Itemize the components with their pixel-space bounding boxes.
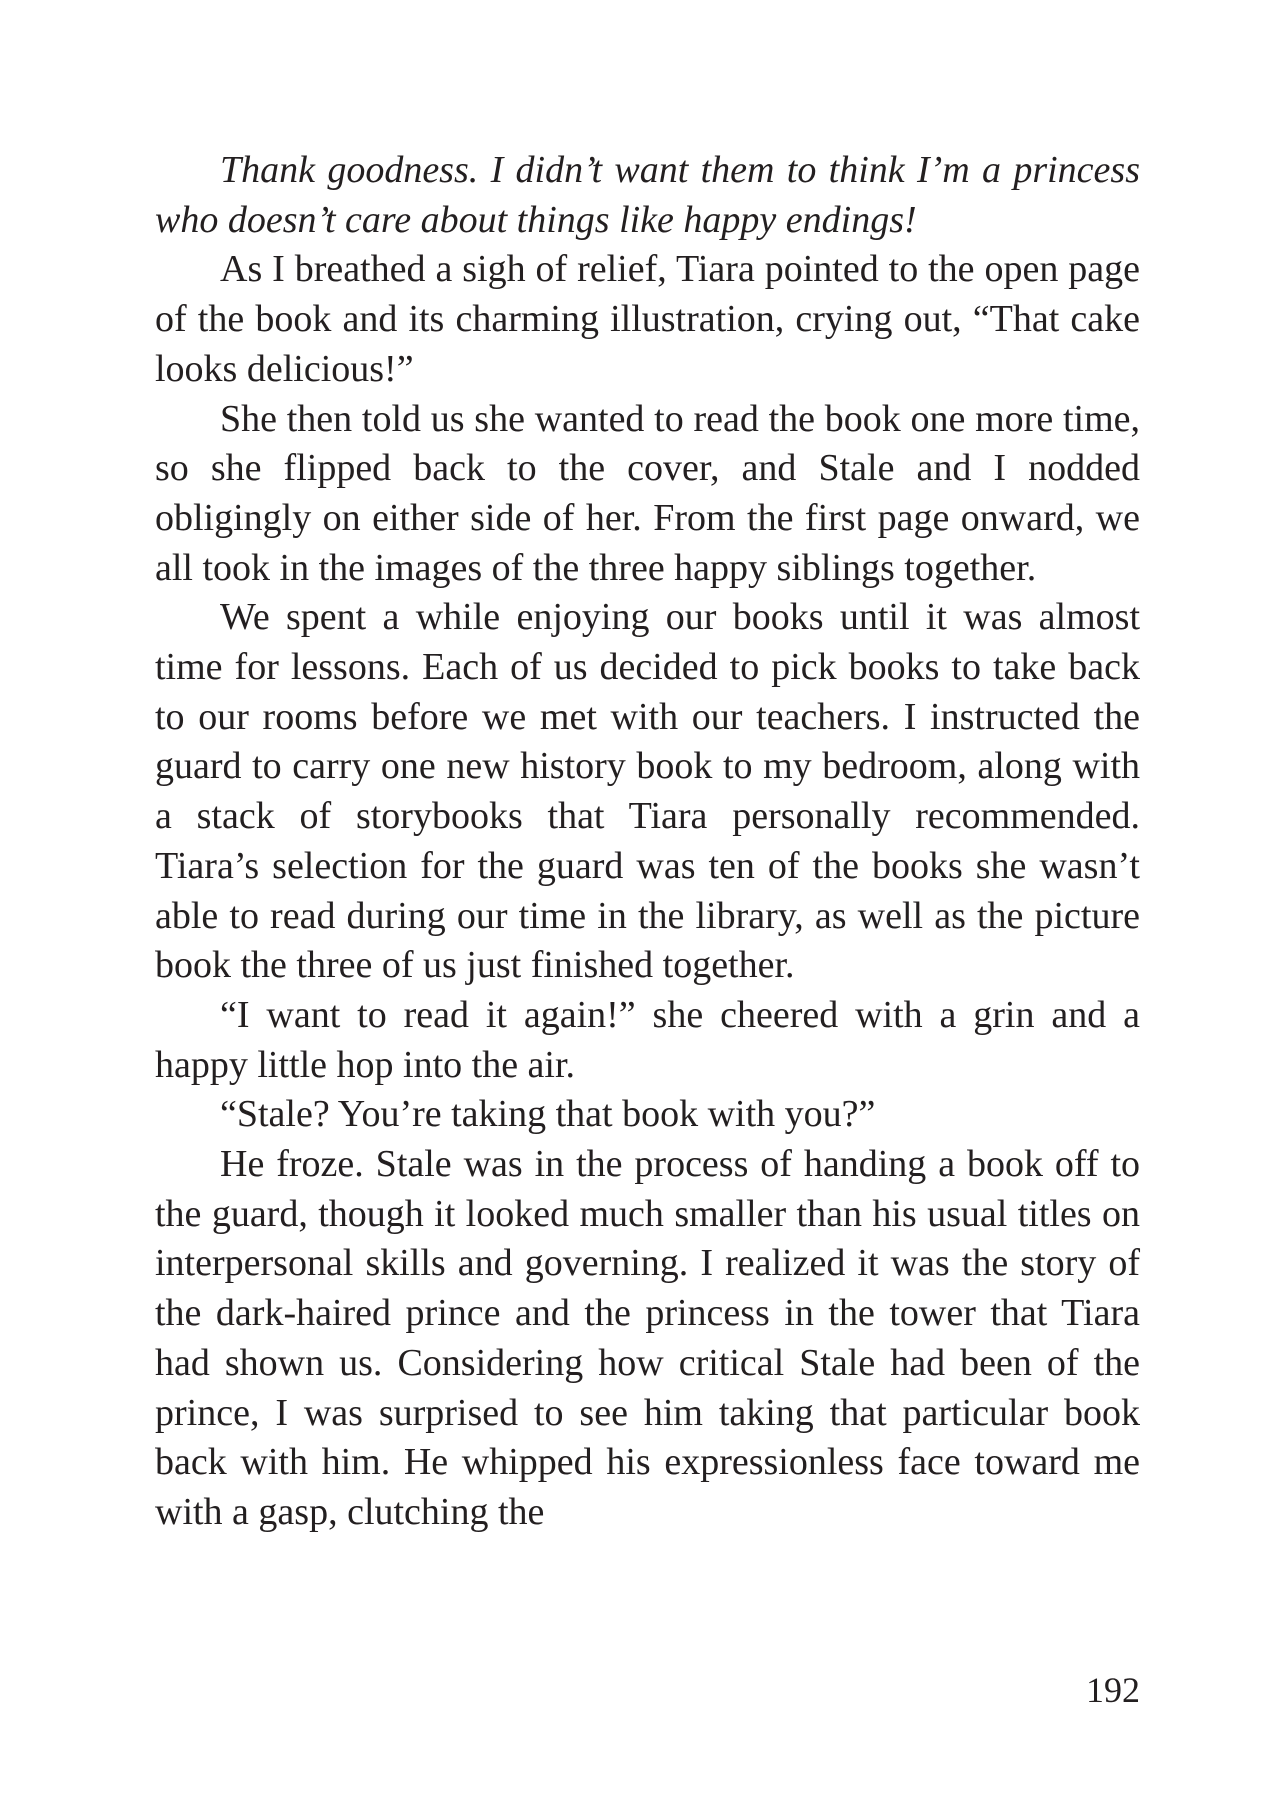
- paragraph-1: Thank goodness. I didn’t want them to think I’m a princess who doesn’t care about things like happy endings!: [155, 149, 1140, 241]
- paragraph-2: As I breathed a sigh of relief, Tiara pointed to the open page of the book and its charming illustration, crying out, “That cake looks delicious!”: [155, 248, 1140, 390]
- paragraph-6: “Stale? You’re taking that book with you?”: [220, 1093, 876, 1136]
- paragraph-3: She then told us she wanted to read the book one more time, so she flipped back to the cover, and Stale and I nodded obligingly on either side of her. From the first page onward, we all took in the images of the three happy siblings together.: [155, 397, 1140, 589]
- page-number: 192: [1086, 1670, 1140, 1710]
- paragraph-5: “I want to read it again!” she cheered with a grin and a happy little hop into the air.: [155, 993, 1140, 1086]
- body-text: [155, 146, 1140, 1538]
- paragraph-7: He froze. Stale was in the process of handing a book off to the guard, though it looked much smaller than his usual titles on interpersonal skills and governing. I realized it was the story of the dark-haired prince and the princess in the tower that Tiara had shown us. Considering how critical Stale had been of the prince, I was surprised to see him taking that particular book back with him. He whipped his expressionless face toward me with a gasp, clutching the: [155, 1143, 1140, 1533]
- paragraph-4: We spent a while enjoying our books until it was almost time for lessons. Each of us decided to pick books to take back to our rooms before we met with our teachers. I instructed the guard to carry one new history book to my bedroom, along with a stack of storybooks that Tiara personally recommended. Tiara’s selection for the guard was ten of the books she wasn’t able to read during our time in the library, as well as the picture book the three of us just finished together.: [155, 596, 1140, 987]
